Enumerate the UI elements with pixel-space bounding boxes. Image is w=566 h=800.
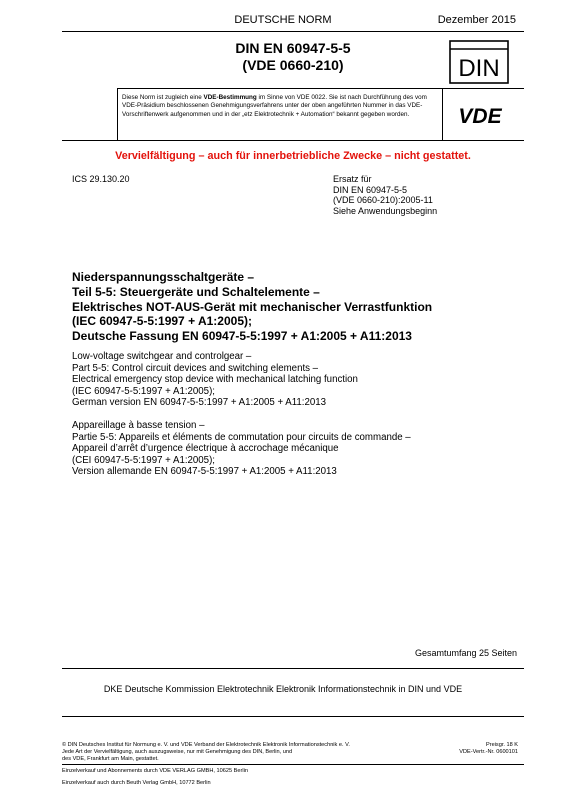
price-info (459, 742, 518, 756)
notice-left-rule (117, 88, 118, 140)
price-group: Preisgr. 18 K (485, 742, 518, 748)
vde-number: (VDE 0660-210) (242, 57, 344, 73)
footer-mid-rule (62, 764, 524, 765)
title-line: German version EN 60947-5-5:1997 + A1:2005 + A11:2013 (72, 397, 327, 409)
vde-notice-bold: VDE-Bestimmung (203, 94, 257, 101)
title-line: Appareil d’arrêt d’urgence électrique à accrochage mécanique (72, 443, 339, 455)
replacement-line: DIN EN 60947-5-5 (333, 184, 408, 195)
copyright-line: Jede Art der Vervielfältigung, auch auszugsweise, nur mit Genehmigung des DIN, Berlin, und (62, 749, 293, 755)
title-line: (IEC 60947-5-5:1997 + A1:2005); (72, 314, 252, 329)
title-line: Niederspannungsschaltgeräte – (72, 270, 255, 284)
title-french (72, 420, 411, 478)
din-logo-text: DIN (458, 55, 500, 82)
notice-right-rule (442, 88, 443, 140)
copyright-line: © DIN Deutsches Institut für Normung e. V. und VDE Verband der Elektrotechnik Elektronik Informationstechnik e. V. (62, 742, 350, 748)
reproduction-notice: Vervielfältigung – auch für innerbetriebliche Zwecke – nicht gestattet. (115, 150, 471, 162)
replacement-line: Siehe Anwendungsbeginn (333, 205, 438, 216)
title-line: (IEC 60947-5-5:1997 + A1:2005); (72, 385, 215, 397)
title-line: Teil 5-5: Steuergeräte und Schaltelemente – (72, 284, 320, 299)
sales-beuth: Einzelverkauf auch durch Beuth Verlag GmbH, 10772 Berlin (62, 780, 211, 786)
dke-line: DKE Deutsche Kommission Elektrotechnik Elektronik Informationstechnik in DIN und VDE (103, 684, 463, 694)
dke-top-rule (62, 668, 524, 669)
notice-bottom-rule (62, 140, 524, 141)
replacement-line: Ersatz für (333, 174, 372, 184)
copyright-notice (62, 742, 442, 763)
vde-notice-prefix: Diese Norm ist zugleich eine (122, 94, 204, 101)
publication-date: Dezember 2015 (437, 14, 516, 26)
ics-code: ICS 29.130.20 (72, 174, 130, 184)
title-english (72, 351, 358, 409)
copyright-line: des VDE, Frankfurt am Main, gestattet. (62, 756, 159, 762)
vde-notice-rest: im Sinne von VDE 0022. Sie ist nach Durchführung des vom VDE-Präsidium beschlossenen Genehmigungsverfahrens unter der oben angeführten Nummer in das VDE-Vorschriftenwerk aufgenommen und in der „etz Elektrotechnik + Automation“ bekannt gegeben worden. (122, 94, 427, 118)
replacement-info (333, 174, 437, 216)
top-rule (62, 31, 524, 32)
title-line: Deutsche Fassung EN 60947-5-5:1997 + A1:2005 + A11:2013 (72, 329, 412, 344)
standard-number: DIN EN 60947-5-5 (235, 40, 351, 56)
title-line: Electrical emergency stop device with mechanical latching function (72, 374, 358, 386)
vde-logo (448, 100, 512, 130)
norm-type-label: DEUTSCHE NORM (234, 14, 332, 26)
din-logo (449, 40, 509, 84)
vde-sales-number: VDE-Vertr.-Nr. 0600101 (459, 749, 518, 755)
title-line: Version allemande EN 60947-5-5:1997 + A1:2005 + A11:2013 (72, 466, 337, 478)
title-line: Part 5-5: Control circuit devices and switching elements – (72, 362, 319, 374)
vde-logo-text: VDE (458, 105, 502, 128)
total-pages: Gesamtumfang 25 Seiten (414, 648, 517, 658)
title-line: Appareillage à basse tension – (72, 420, 205, 431)
replacement-line: (VDE 0660-210):2005-11 (333, 195, 433, 205)
vde-regulation-notice (122, 94, 440, 119)
footer-top-rule (62, 716, 524, 717)
sales-vde: Einzelverkauf und Abonnements durch VDE VERLAG GMBH, 10625 Berlin (62, 768, 248, 774)
title-divider (117, 88, 524, 89)
title-line: Partie 5-5: Appareils et éléments de commutation pour circuits de commande – (72, 431, 411, 443)
title-line: Low-voltage switchgear and controlgear – (72, 351, 252, 362)
title-line: (CEI 60947-5-5:1997 + A1:2005); (72, 454, 215, 466)
title-line: Elektrisches NOT-AUS-Gerät mit mechanischer Verrastfunktion (72, 299, 433, 314)
title-german (72, 270, 432, 344)
